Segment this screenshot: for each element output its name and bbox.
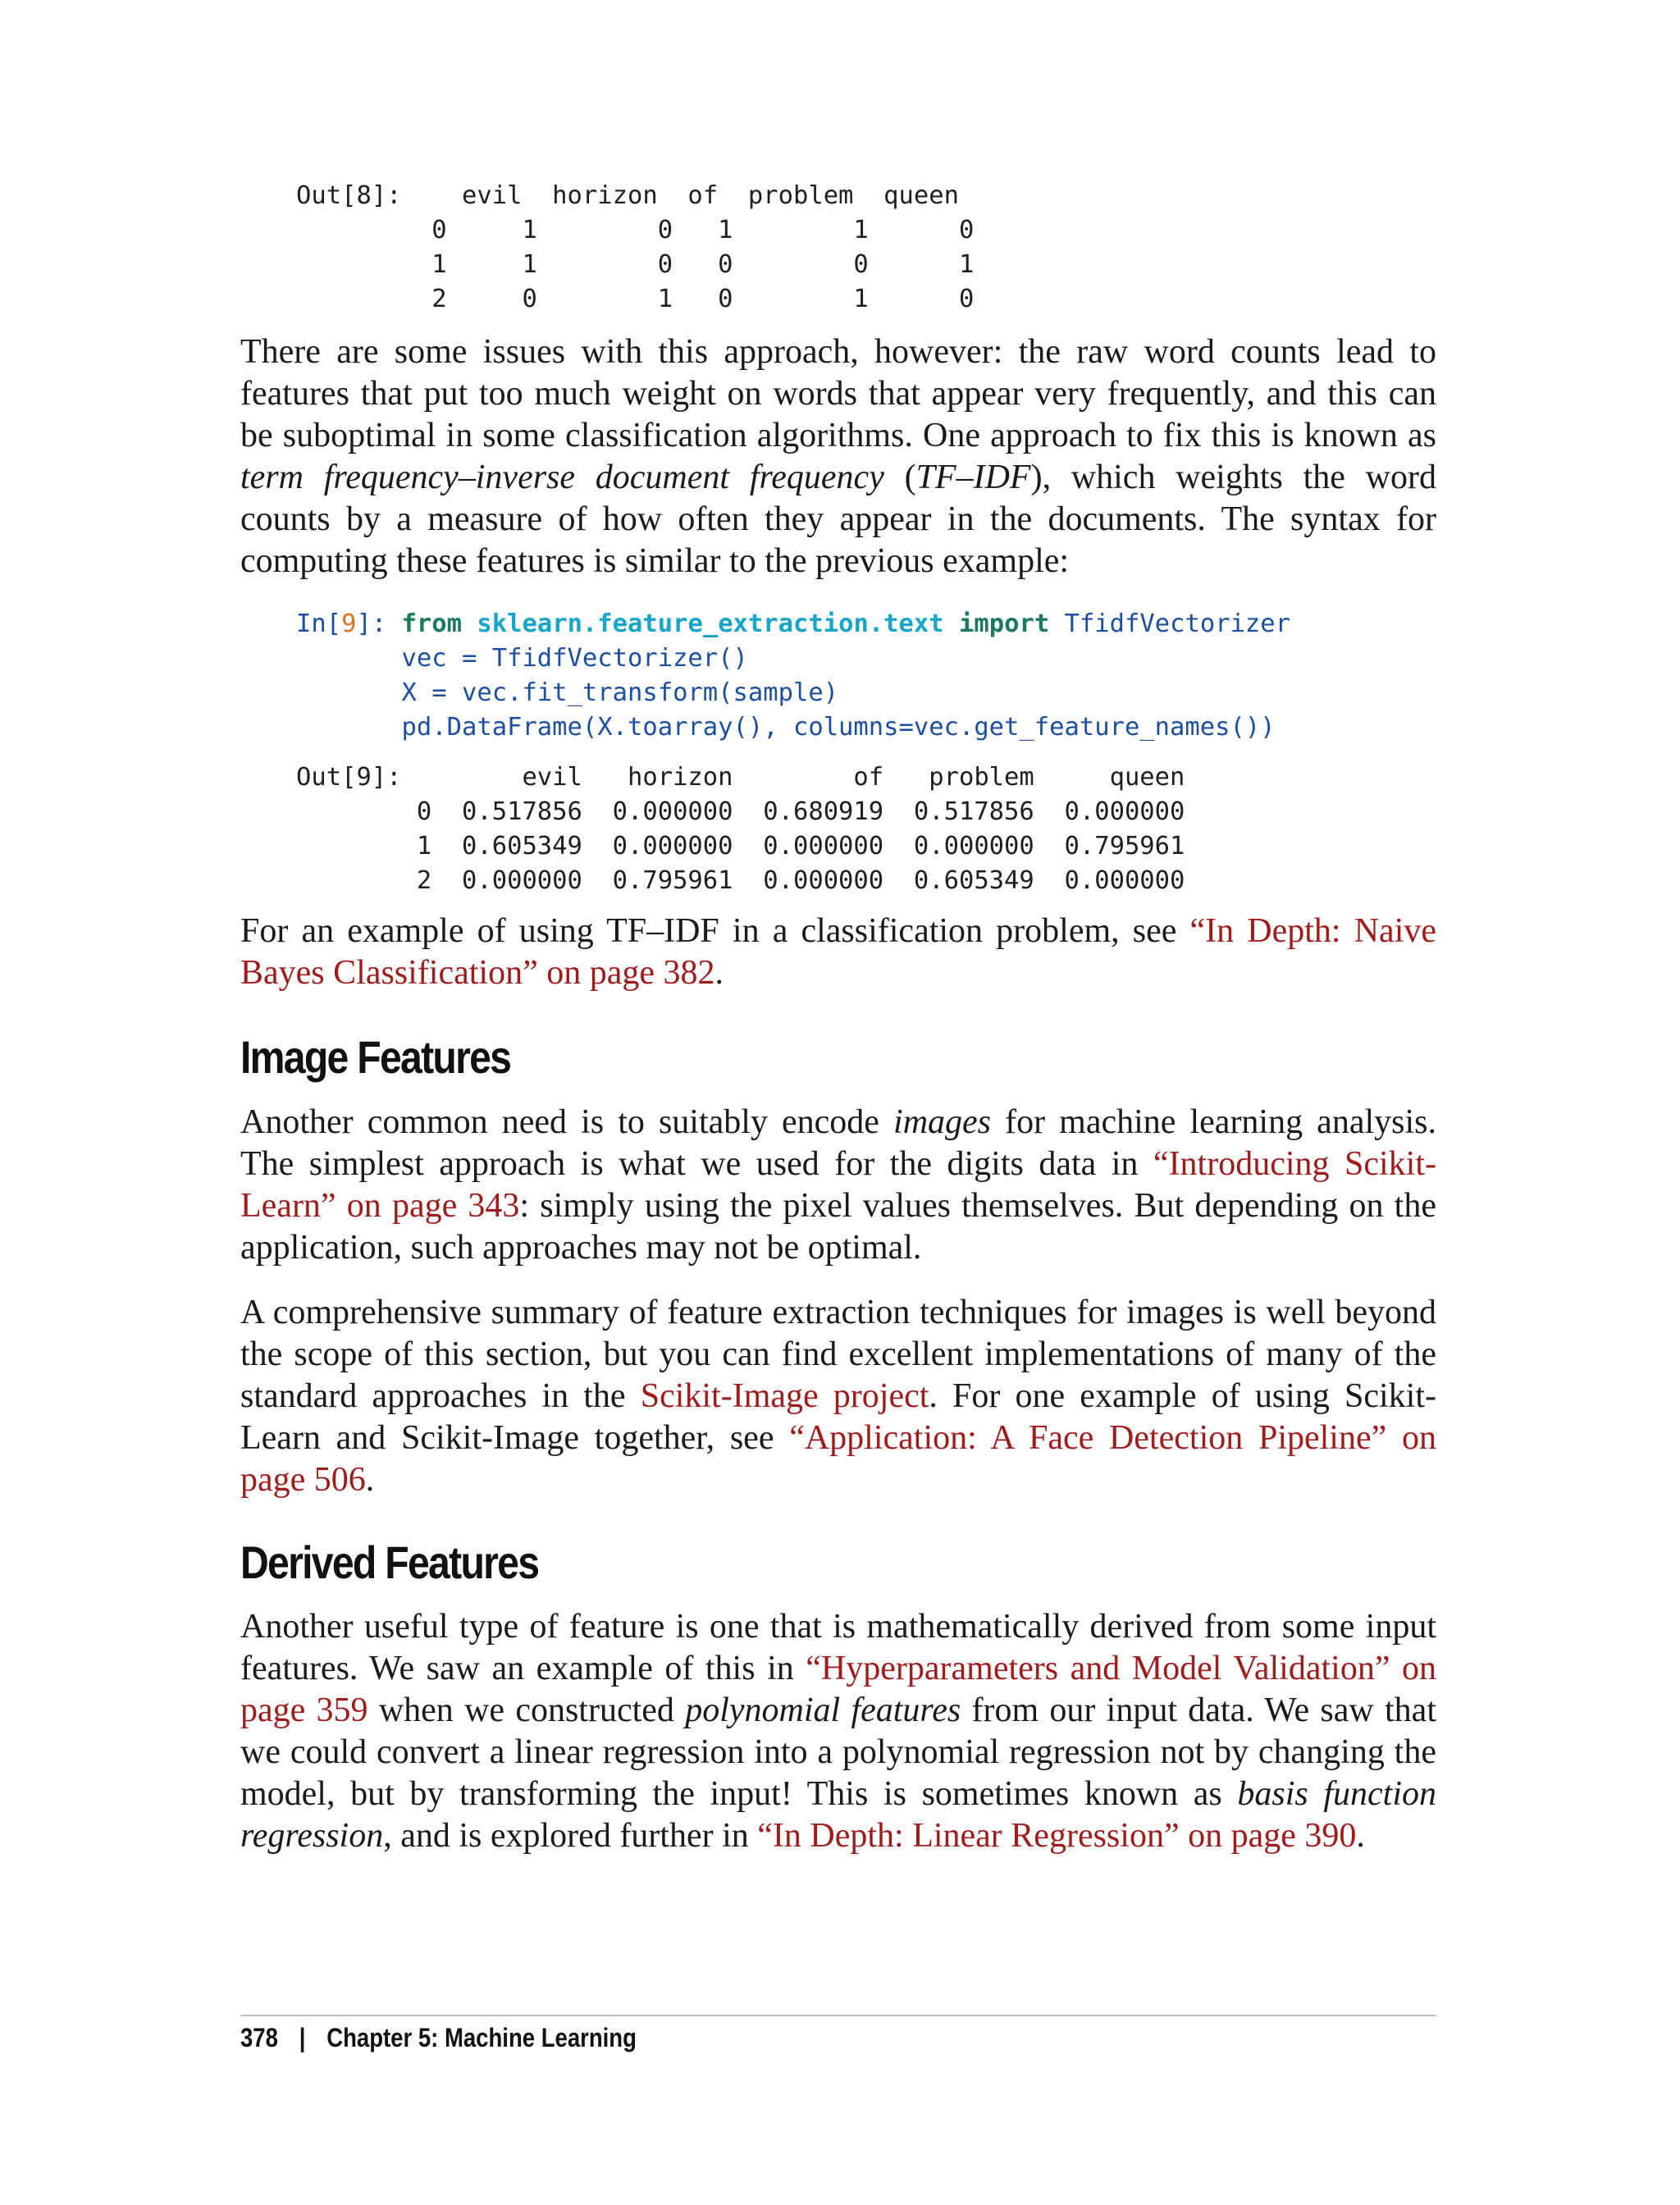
section-heading-image-features: Image Features [240, 1031, 511, 1083]
paragraph-tfidf-intro: There are some issues with this approach, however: the raw word counts lead to features that put too much weight on words that appear very frequently, and this can be suboptimal in some classification algorithms. One approach to fix this is known as term frequency–inverse document frequency (TF–IDF), which weights the word counts by a measure of how often they appear in the documents. The syntax for computing these features is similar to the previous example: [240, 333, 1436, 580]
output-8-row: 2 0 1 0 1 0 [296, 285, 975, 313]
output-8-row: 1 1 0 0 0 1 [296, 250, 975, 279]
link-linear-regression[interactable]: “In Depth: Linear Regression” on page 390 [757, 1817, 1357, 1855]
code-line: X = vec.fit_transform(sample) [401, 678, 839, 707]
output-9-row: 0 0.517856 0.000000 0.680919 0.517856 0.000000 [296, 797, 1185, 826]
input-9: In[9]: from sklearn.feature_extraction.text import TfidfVectorizer vec = TfidfVectorizer() X = vec.fit_transform(sample) pd.DataFrame(X.toarray(), columns=vec.get_feature_names()) [296, 609, 1291, 742]
chapter-title: Chapter 5: Machine Learning [326, 2023, 637, 2052]
output-9 [240, 760, 1185, 898]
output-8 [240, 179, 974, 317]
paragraph-tfidf-example: For an example of using TF–IDF in a classification problem, see “In Depth: Naive Bayes Classification” on page 382. [240, 912, 1436, 992]
footer-divider [240, 2015, 1436, 2016]
paragraph-image-features: Another common need is to suitably encode images for machine learning analysis. The simplest approach is what we used for the digits data in “Introducing Scikit-Learn” on page 343: simply using the pixel values themselves. But depending on the application, such approaches may not be optimal. [240, 1103, 1436, 1267]
section-heading-derived-features: Derived Features [240, 1536, 539, 1588]
code-line: vec = TfidfVectorizer() [401, 644, 748, 673]
link-naive-bayes[interactable]: “In Depth: Naive Bayes Classification” on page 382 [240, 912, 1436, 992]
link-hyperparameters[interactable]: “Hyperparameters and Model Validation” on page 359 [240, 1650, 1436, 1729]
code-line: pd.DataFrame(X.toarray(), columns=vec.get_feature_names()) [401, 713, 1276, 742]
output-8-prompt: Out[8]: [296, 181, 402, 210]
output-8-row: 0 1 0 1 1 0 [296, 216, 975, 244]
footer-separator: | [299, 2023, 306, 2052]
output-9-prompt: Out[9]: [296, 763, 402, 792]
output-9-row: 2 0.000000 0.795961 0.000000 0.605349 0.000000 [296, 866, 1185, 895]
paragraph-scikit-image: A comprehensive summary of feature extraction techniques for images is well beyond the scope of this section, but you can find excellent implementations of many of the standard approaches in the Scikit-Image project. For one example of using Scikit-Learn and Scikit-Image together, see “Application: A Face Detection Pipeline” on page 506. [240, 1294, 1436, 1499]
link-introducing-scikit-learn[interactable]: “Introducing Scikit-Learn” on page 343 [240, 1145, 1436, 1225]
link-scikit-image-project[interactable]: Scikit-Image project [640, 1377, 929, 1415]
page-number: 378 [240, 2023, 278, 2052]
paragraph-derived-features: Another useful type of feature is one that is mathematically derived from some input features. We saw an example of this in “Hyperparameters and Model Validation” on page 359 when we constructed polynomial features from our input data. We saw that we could convert a linear regression into a polynomial regression not by changing the model, but by transforming the input! This is sometimes known as basis function regression, and is explored further in “In Depth: Linear Regression” on page 390. [240, 1608, 1436, 1855]
link-face-detection-pipeline[interactable]: “Application: A Face Detection Pipeline” on page 506 [240, 1419, 1436, 1499]
page-footer [240, 2023, 637, 2053]
output-9-row: 1 0.605349 0.000000 0.000000 0.000000 0.795961 [296, 832, 1185, 861]
output-8-header: evil horizon of problem queen [401, 181, 959, 210]
output-9-header: evil horizon of problem queen [401, 763, 1185, 792]
